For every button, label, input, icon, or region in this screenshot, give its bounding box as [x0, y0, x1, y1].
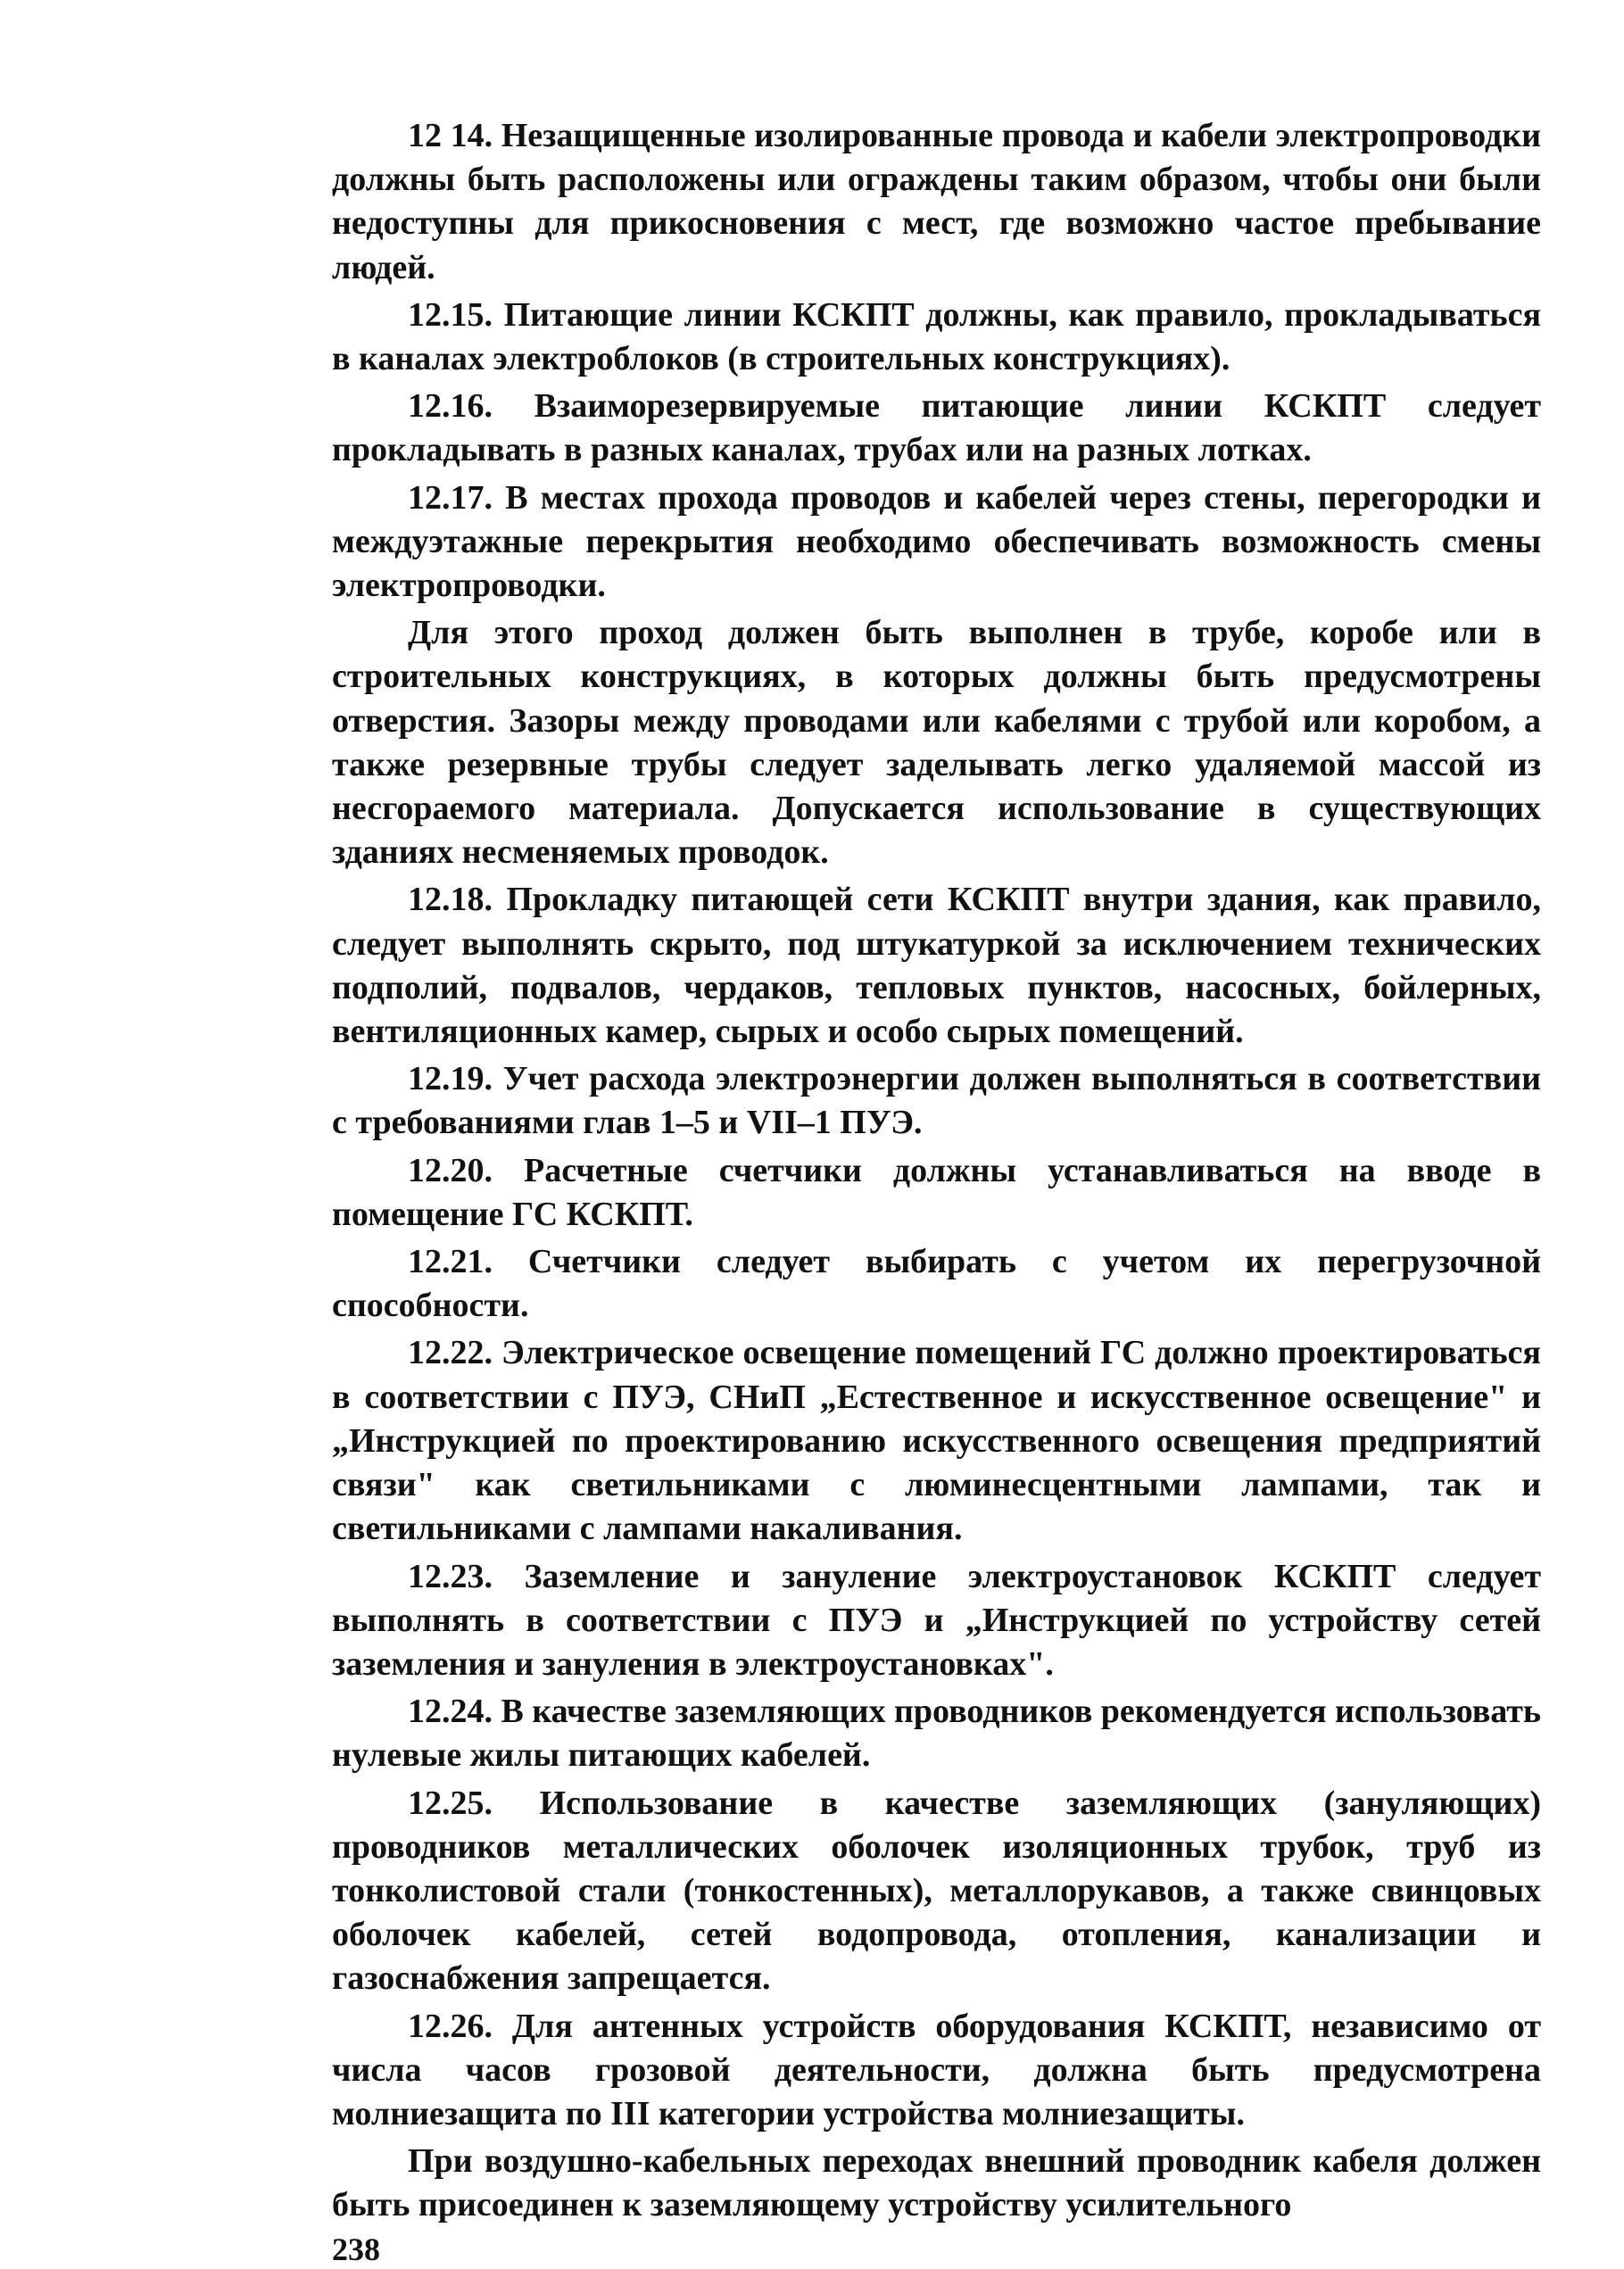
- paragraph-12-26: 12.26. Для антенных устройств оборудования КСКПТ, независимо от числа часов грозовой деятельности, должна быть предусмотрена молниезащита по III категории устройства молниезащиты.: [332, 2007, 1541, 2132]
- paragraph-12-17: 12.17. В местах прохода проводов и кабелей через стены, перегородки и междуэтажные перекрытия необходимо обеспечивать возможность смены электропроводки.: [332, 478, 1541, 605]
- paragraph-12-21: 12.21. Счетчики следует выбирать с учетом их перегрузочной способности.: [332, 1243, 1541, 1325]
- paragraph-12-15: 12.15. Питающие линии КСКПТ должны, как правило, прокладываться в каналах электроблоков (в строительных конструкциях).: [332, 295, 1541, 378]
- paragraph-12-20: 12.20. Расчетные счетчики должны устанавливаться на вводе в помещение ГС КСКПТ.: [332, 1151, 1541, 1233]
- document-page: [332, 114, 1541, 2269]
- paragraph-12-19: 12.19. Учет расхода электроэнергии должен выполняться в соответствии с требованиями глав 1–5 и VII–1 ПУЭ.: [332, 1060, 1541, 1142]
- paragraph-12-18: 12.18. Прокладку питающей сети КСКПТ внутри здания, как правило, следует выполнять скрыто, под штукатуркой за исключением технических подполий, подвалов, чердаков, тепловых пунктов, насосных, бойлерных, вентиляционных камер, сырых и особо сырых помещений.: [332, 881, 1541, 1051]
- paragraph-12-24: 12.24. В качестве заземляющих проводников рекомендуется использовать нулевые жилы питающих кабелей.: [332, 1693, 1541, 1775]
- paragraph-12-26-continuation: При воздушно-кабельных переходах внешний проводник кабеля должен быть присоединен к заземляющему устройству усилительного: [332, 2142, 1541, 2224]
- paragraph-12-17-continuation: Для этого проход должен быть выполнен в трубе, коробе или в строительных конструкциях, в которых должны быть предусмотрены отверстия. Зазоры между проводами или кабелями с трубой или коробом, а также резервные трубы следует заделывать легко удаляемой массой из несгораемого материала. Допускается использование в существующих зданиях несменяемых проводок.: [332, 614, 1541, 872]
- page-number: 238: [332, 2231, 380, 2267]
- paragraph-12-14: 12 14. Незащищенные изолированные провода и кабели электропроводки должны быть расположены или ограждены таким образом, чтобы они были недоступны для прикосновения с мест, где возможно частое пребывание людей.: [332, 117, 1541, 286]
- paragraph-12-22: 12.22. Электрическое освещение помещений ГС должно проектироваться в соответствии с ПУЭ, СНиП „Естественное и искусственное освещение" и „Инструкцией по проектированию искусственного освещения предприятий связи" как светильниками с люминесцентными лампами, так и светильниками с лампами накаливания.: [332, 1334, 1541, 1548]
- paragraph-12-16: 12.16. Взаиморезервируемые питающие линии КСКПТ следует прокладывать в разных каналах, трубах или на разных лотках.: [332, 387, 1541, 469]
- paragraph-12-23: 12.23. Заземление и зануление электроустановок КСКПТ следует выполнять в соответствии с ПУЭ и „Инструкцией по устройству сетей заземления и зануления в электроустановках".: [332, 1557, 1541, 1683]
- paragraph-12-25: 12.25. Использование в качестве заземляющих (зануляющих) проводников металлических оболочек изоляционных трубок, труб из тонколистовой стали (тонкостенных), металлорукавов, а также свинцовых оболочек кабелей, сетей водопровода, отопления, канализации и газоснабжения запрещается.: [332, 1784, 1541, 1998]
